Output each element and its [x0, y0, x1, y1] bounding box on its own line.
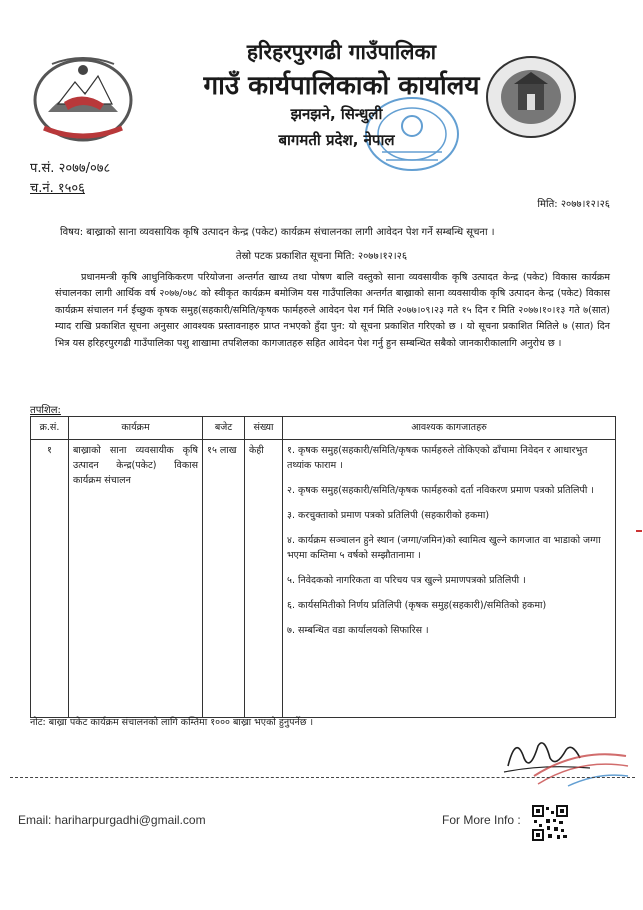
qr-code-icon	[532, 805, 568, 841]
document-item: ६. कार्यसमितीको निर्णय प्रतिलिपी (कृषक समुह(सहकारी)/समितिको हकमा)	[287, 600, 547, 611]
office-title: गाउँ कार्यपालिकाको कार्यालय	[203, 71, 480, 101]
official-stamp	[528, 742, 632, 790]
document-item: ४. कार्यक्रम सञ्चालन हुने स्थान (जग्गा/जमिन)को स्वामित्व खुल्ने कागजात वा भाडाको जग्गा भएमा कम्तिमा ५ वर्षको सम्झौतानामा ।	[287, 535, 601, 561]
header-count: संख्या	[245, 417, 283, 440]
notice-date: मिति: २०७७।१२।२६	[537, 199, 610, 210]
margin-mark	[636, 530, 642, 532]
province-country: बागमती प्रदेश, नेपाल	[278, 131, 395, 149]
notice-subject: विषय: बाख्राको साना व्यवसायिक कृषि उत्पादन केन्द्र (पकेट) कार्यक्रम संचालनका लागी आवेदन पेश गर्ने सम्बन्धि सूचना ।	[60, 227, 495, 238]
cell-count: केही	[245, 440, 283, 718]
notice-body: प्रधानमन्त्री कृषि आधुनिकिकरण परियोजना अन्तर्गत खाध्य तथा पोषण बालि वस्तुको साना व्यवसायीक कृषि उत्पादत केन्द्र (पकेट) विकास कार्यक्रम संचालनका लागी आर्थिक वर्ष २०७७/०७८ को स्वीकृत कार्यक्रम बमोजिम यस गाउँपालिका अन्तर्गत बाख्राको साना व्यवसायीक कृषि उत्पादन केन्द्र (पकेट) विकास कार्यक्रम संचालन गर्न ईच्छुक कृषक समुह(सहकारी/समिति/कृषक फार्महरुले आवेदन पेश गर्न मिति २०७७।०९।२३ गते १५ दिन र मिति २०७७।१०।१३ गते ७(सात) म्याद राखि प्रकाशित सूचना अनुसार आवश्यक प्रस्तावनाहरु प्राप्त नभएको हुँदा पुन: यो सूचना प्रकाशित गरिएको छ । यो सूचना प्रकाशित मितिले ७ (सात) दिन भित्र यस हरिहरपुरगढी गाउँपालिका पशु शाखामा तपशिलका कागजातहरु सहित आवेदन पेश गर्नु हुन सम्बन्धित सबैको जानकारीकालागि अनुरोध छ ।	[55, 272, 610, 349]
document-item: ७. सम्बन्धित वडा कार्यालयको सिफारिस ।	[287, 625, 429, 636]
contact-email: Email: hariharpurgadhi@gmail.com	[18, 813, 206, 827]
header-program: कार्यक्रम	[69, 417, 203, 440]
reference-number: प.सं. २०७७/०७८	[30, 161, 111, 176]
requirements-table	[30, 416, 616, 718]
details-label: तपशिल:	[30, 405, 61, 416]
dispatch-number: च.नं. १५०६	[30, 181, 85, 196]
cell-program: बाख्राको साना व्यवसायीक कृषि उत्पादन केन्द्र(पकेट) विकास कार्यक्रम संचालन	[69, 440, 203, 718]
document-item: १. कृषक समुह(सहकारी/समिति/कृषक फार्महरुले तोकिएको ढाँचामा निवेदन र आधारभुत तथ्यांक फाराम ।	[287, 445, 588, 471]
header-budget: बजेट	[203, 417, 245, 440]
document-item: २. कृषक समुह(सहकारी/समिति/कृषक फार्महरुको दर्ता नविकरण प्रमाण पत्रको प्रतिलिपी ।	[287, 485, 594, 496]
office-address: झनझने, सिन्धुली	[290, 105, 383, 123]
municipality-name: हरिहरपुरगढी गाउँपालिका	[246, 40, 437, 64]
table-header-row	[31, 417, 616, 440]
header-sn: क्र.सं.	[31, 417, 69, 440]
document-item: ३. करचुक्ताको प्रमाण पत्रको प्रतिलिपी (सहकारीको हकमा)	[287, 510, 490, 521]
footer-divider	[10, 777, 635, 778]
reissue-date-line: तेस्रो पटक प्रकाशित सूचना मिति: २०७७।१२।२६	[235, 251, 408, 262]
more-info-label: For More Info :	[442, 813, 521, 827]
footnote: नोट: बाख्रा पकेट कार्यक्रम संचालनको लागि कम्तिमा १००० बाख्रा भएको हुनुपर्नेछ ।	[30, 717, 314, 728]
cell-sn: १	[31, 440, 69, 718]
cell-budget: १५ लाख	[203, 440, 245, 718]
table-row	[31, 440, 616, 718]
header-documents: आवश्यक कागजातहरु	[283, 417, 616, 440]
cell-documents	[283, 440, 616, 718]
document-item: ५. निवेदकको नागरिकता वा परिचय पत्र खुल्ने प्रमाणपत्रको प्रतिलिपी ।	[287, 575, 526, 586]
